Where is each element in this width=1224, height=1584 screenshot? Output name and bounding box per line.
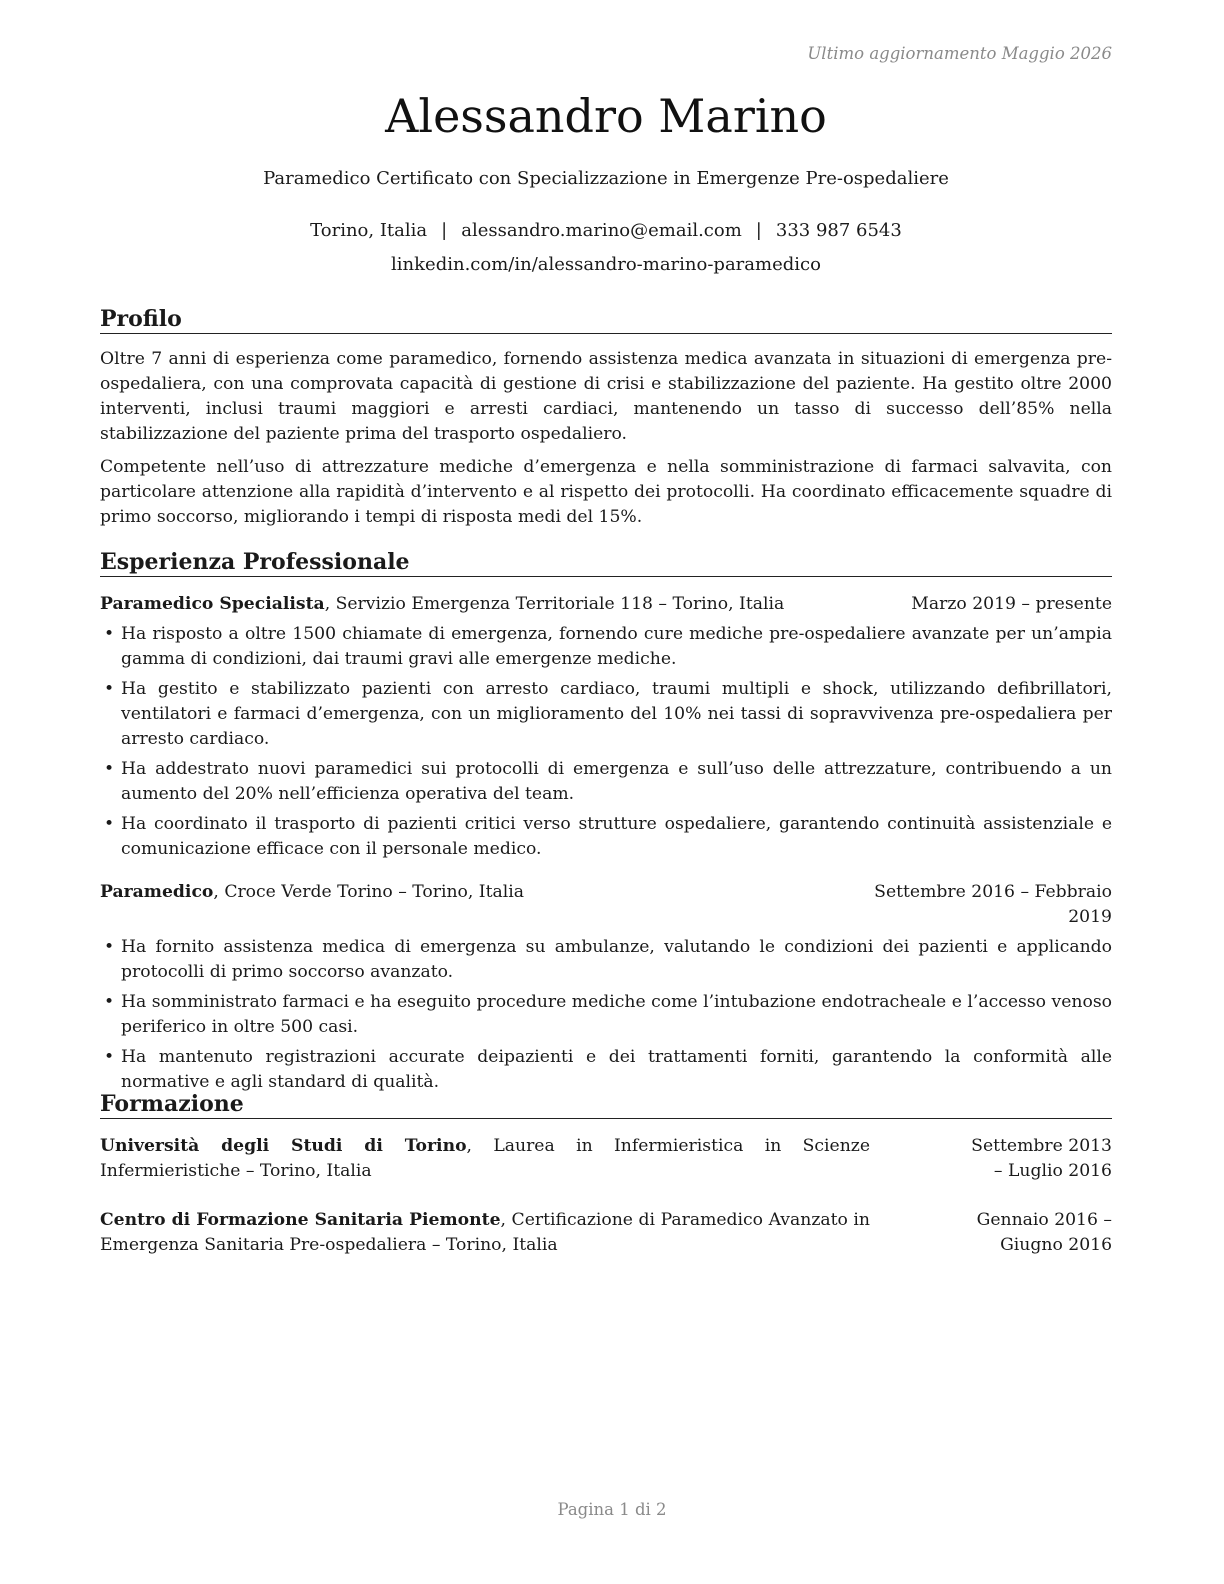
- contact-phone: 333 987 6543: [775, 220, 902, 241]
- job-header: [100, 592, 1112, 617]
- bullet-icon: •: [104, 814, 115, 834]
- contact-separator: |: [441, 220, 448, 241]
- education-entry: [100, 1208, 1112, 1258]
- list-item: • Ha mantenuto registrazioni accurate deipazienti e dei trattamenti forniti, garantendo la conformità alle normative e agli standard di qualità.: [104, 1047, 1112, 1092]
- job-entry: [100, 592, 1112, 862]
- job-org: , Croce Verde Torino – Torino, Italia: [213, 882, 524, 902]
- list-item: • Ha fornito assistenza medica di emergenza su ambulanze, valutando le condizioni dei pazienti e applicando protocolli di primo soccorso avanzato.: [104, 937, 1112, 982]
- contact-linkedin[interactable]: linkedin.com/in/alessandro-marino-paramedico: [391, 254, 821, 275]
- job-bullets: [100, 935, 1112, 1095]
- job-role: Paramedico Specialista: [100, 594, 325, 614]
- profile-section: [100, 305, 1112, 530]
- section-title-profile: Profilo: [100, 305, 1112, 334]
- profile-paragraph: Oltre 7 anni di esperienza come paramedico, fornendo assistenza medica avanzata in situazioni di emergenza pre-ospedaliera, con una comprovata capacità di gestione di crisi e stabilizzazione del paziente. Ha gestito oltre 2000 interventi, inclusi traumi maggiori e arresti cardiaci, mantenendo un tasso di successo dell’85% nella stabilizzazione del paziente prima del trasporto ospedaliero.: [100, 349, 1112, 444]
- list-item: • Ha risposto a oltre 1500 chiamate di emergenza, fornendo cure mediche pre-ospedaliere avanzate per un’ampia gamma di condizioni, dai traumi gravi alle emergenze mediche.: [104, 624, 1112, 669]
- job-org: , Servizio Emergenza Territoriale 118 – Torino, Italia: [324, 594, 785, 614]
- candidate-tagline: Paramedico Certificato con Specializzazione in Emergenze Pre-ospedaliere: [263, 168, 949, 189]
- last-updated: Ultimo aggiornamento Maggio 2026: [807, 44, 1112, 63]
- bullet-icon: •: [104, 937, 115, 957]
- education-detail: , Laurea in Infermieristica in Scienze Infermieristiche – Torino, Italia: [100, 1136, 870, 1181]
- bullet-icon: •: [104, 759, 115, 779]
- candidate-name: Alessandro Marino: [385, 89, 827, 143]
- education-detail: , Certificazione di Paramedico Avanzato in Emergenza Sanitaria Pre-ospedaliera – Torino, Italia: [100, 1210, 871, 1255]
- list-item: • Ha somministrato farmaci e ha eseguito procedure mediche come l’intubazione endotracheale e l’accesso venoso periferico in oltre 500 casi.: [104, 992, 1112, 1037]
- section-title-education: Formazione: [100, 1090, 1112, 1119]
- job-bullets: [100, 622, 1112, 862]
- contact-email[interactable]: alessandro.marino@email.com: [461, 220, 742, 241]
- list-item: • Ha addestrato nuovi paramedici sui protocolli di emergenza e sull’uso delle attrezzature, contribuendo a un aumento del 20% nell’efficienza operativa del team.: [104, 759, 1112, 804]
- bullet-icon: •: [104, 624, 115, 644]
- contact-line: [100, 218, 1112, 244]
- list-item: • Ha coordinato il trasporto di pazienti critici verso strutture ospedaliere, garantendo continuità assistenziale e comunicazione efficace con il personale medico.: [104, 814, 1112, 859]
- section-title-experience: Esperienza Professionale: [100, 548, 1112, 577]
- profile-paragraph: Competente nell’uso di attrezzature mediche d’emergenza e nella somministrazione di farmaci salvavita, con particolare attenzione alla rapidità d’intervento e al rispetto dei protocolli. Ha coordinato efficacemente squadre di primo soccorso, migliorando i tempi di risposta medi del 15%.: [100, 457, 1112, 527]
- education-school: Centro di Formazione Sanitaria Piemonte: [100, 1210, 501, 1230]
- bullet-icon: •: [104, 679, 115, 699]
- list-item: • Ha gestito e stabilizzato pazienti con arresto cardiaco, traumi multipli e shock, utilizzando defibrillatori, ventilatori e farmaci d’emergenza, con un miglioramento del 10% nei tassi di sopravvivenza pre-ospedaliera per arresto cardiaco.: [104, 679, 1112, 749]
- contact-separator: |: [755, 220, 762, 241]
- education-school: Università degli Studi di Torino: [100, 1136, 467, 1156]
- contact-location: Torino, Italia: [310, 220, 428, 241]
- experience-section: [100, 548, 1112, 1100]
- education-section: [100, 1090, 1112, 1258]
- bullet-icon: •: [104, 1047, 115, 1067]
- education-entry: [100, 1134, 1112, 1184]
- job-dates: Marzo 2019 – presente: [911, 594, 1112, 614]
- education-dates: Settembre 2013 – Luglio 2016: [971, 1136, 1112, 1181]
- job-header: [100, 880, 1112, 930]
- education-dates: Gennaio 2016 – Giugno 2016: [976, 1210, 1112, 1255]
- job-dates: Settembre 2016 – Febbraio 2019: [874, 882, 1112, 927]
- bullet-icon: •: [104, 992, 115, 1012]
- page-number: Pagina 1 di 2: [557, 1500, 667, 1519]
- job-entry: [100, 880, 1112, 1095]
- job-role: Paramedico: [100, 882, 214, 902]
